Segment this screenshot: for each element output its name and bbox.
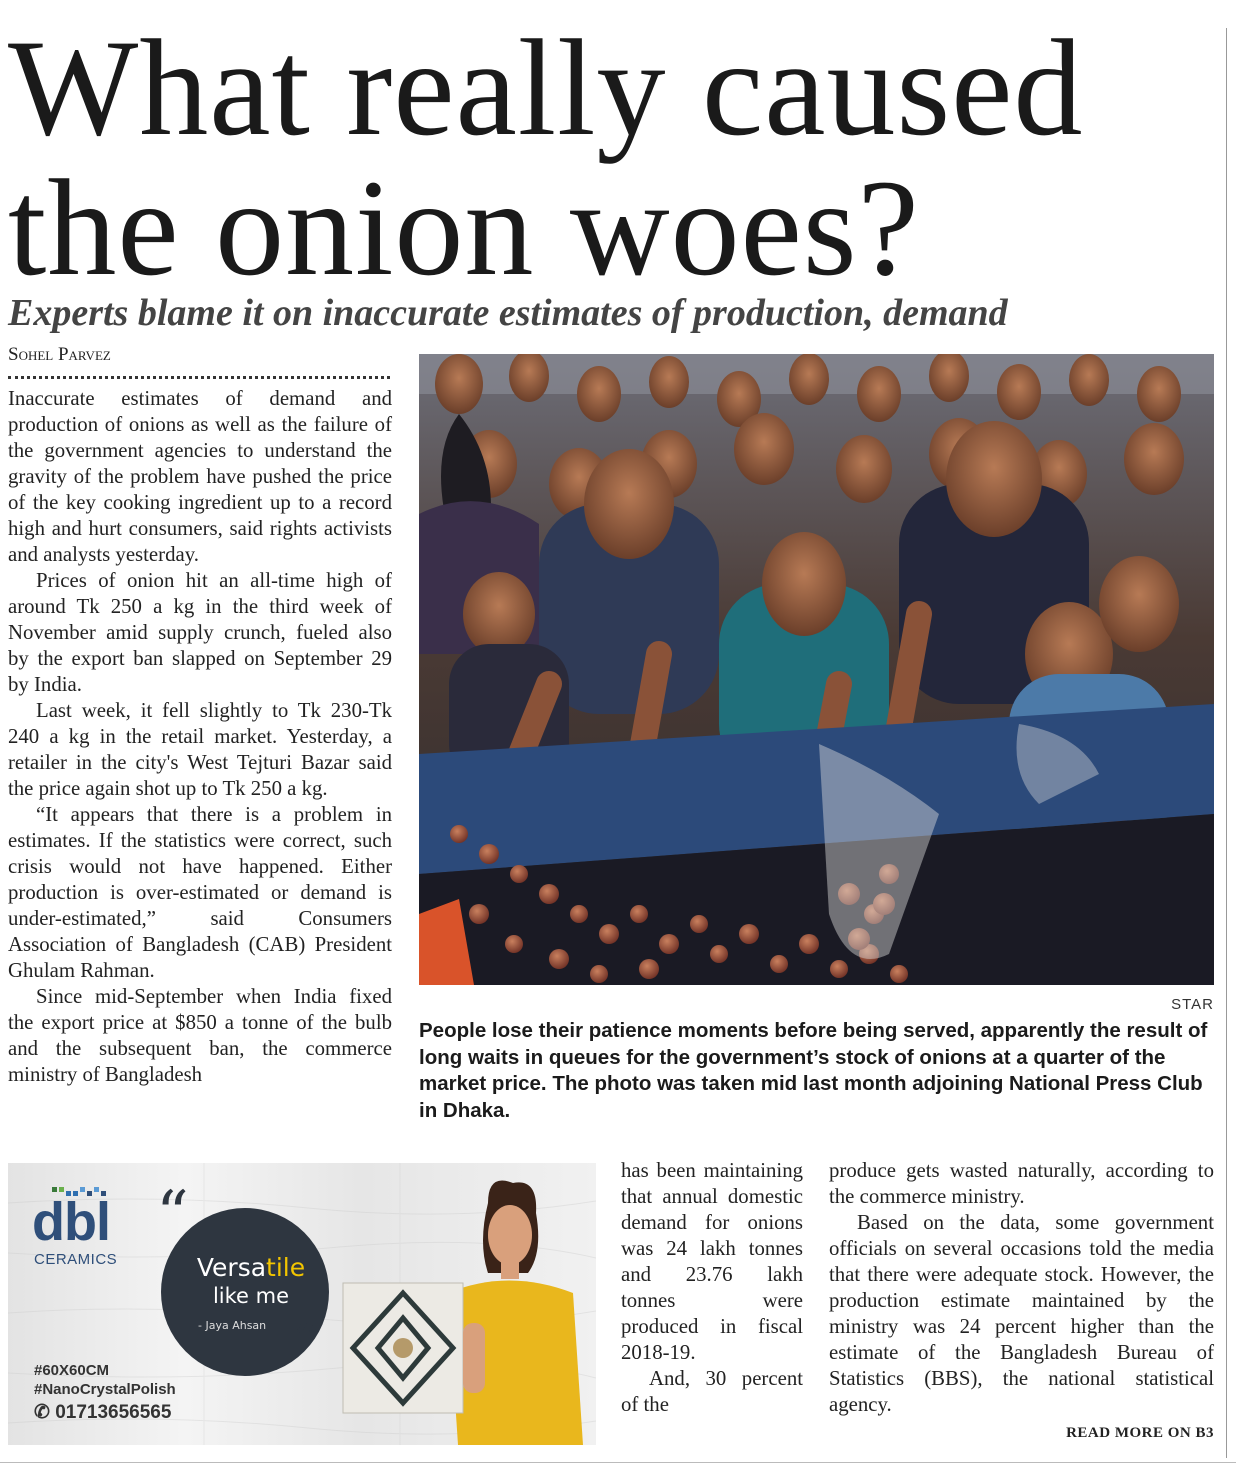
slogan-line-1	[171, 1253, 331, 1283]
column-rule	[1226, 28, 1227, 1458]
model-with-tile-illustration	[338, 1173, 588, 1445]
byline: Sohel Parvez	[8, 344, 111, 365]
ad-tag-size: #60X60CM	[34, 1362, 110, 1379]
subheadline: Experts blame it on inaccurate estimates of production, demand	[8, 292, 1008, 334]
byline-divider	[8, 376, 390, 379]
brand-logo: dbl	[32, 1192, 110, 1252]
close-quote-icon: ”	[292, 1306, 325, 1380]
phone-icon: ✆	[34, 1402, 50, 1423]
ad-phone-number: 01713656565	[55, 1402, 172, 1423]
ad-phone[interactable]	[34, 1401, 171, 1424]
paragraph: produce gets wasted naturally, according to the commerce ministry.	[829, 1159, 1214, 1208]
brand-subtitle: CERAMICS	[34, 1251, 118, 1268]
paragraph: Inaccurate estimates of demand and production of onions as well as the failure of the government agencies to understand the gravity of the problem have pushed the price of the key cooking ingredient up to a record high and hurt consumers, said rights activists and analysts yesterday.	[8, 387, 392, 566]
paragraph: And, 30 percent of the	[621, 1367, 803, 1416]
article-column-1	[8, 386, 392, 1088]
crowd-photo-illustration	[419, 354, 1214, 985]
paragraph: Last week, it fell slightly to Tk 230-Tk 240 a kg in the retail market. Yesterday, a retailer in the city's West Tejturi Bazar said the price again shot up to Tk 250 a kg.	[8, 699, 392, 800]
read-more-link[interactable]: READ MORE ON B3	[1066, 1425, 1214, 1441]
slogan-endorser: - Jaya Ahsan	[198, 1319, 267, 1332]
slogan-word-part-1: Versa	[196, 1253, 267, 1282]
slogan-line-2: like me	[212, 1284, 290, 1308]
slogan-word-part-2: tile	[266, 1253, 306, 1282]
news-photo	[419, 354, 1214, 985]
article-column-3	[829, 1158, 1214, 1418]
paragraph: Based on the data, some government officials on several occasions told the media that there were adequate stock. However, the production estimate maintained by the ministry was 24 percent higher than the estimate of the Bangladesh Bureau of Statistics (BBS), the national statistical agency.	[829, 1211, 1214, 1416]
headline	[8, 11, 1223, 304]
paragraph: Since mid-September when India fixed the export price at $850 a tonne of the bulb and the subsequent ban, the commerce ministry of Bangladesh	[8, 985, 392, 1086]
headline-line-2: the onion woes?	[8, 151, 920, 304]
paragraph: has been maintaining that annual domestic demand for onions was 24 lakh tonnes and 23.76 lakh tonnes were produced in fiscal 2018-19.	[621, 1159, 803, 1364]
article-column-2	[621, 1158, 803, 1418]
paragraph: “It appears that there is a problem in estimates. If the statistics were correct, such crisis would not have happened. Either production is over-estimated or demand is under-estimated,” said Consumers Association of Bangladesh (CAB) President Ghulam Rahman.	[8, 803, 392, 982]
open-quote-icon: “	[156, 1178, 189, 1252]
advertisement[interactable]	[8, 1163, 596, 1445]
page-bottom-rule	[0, 1462, 1236, 1463]
photo-credit: STAR	[1171, 996, 1214, 1013]
photo-caption: People lose their patience moments before being served, apparently the result of long waits in queues for the government’s stock of onions at a quarter of the market price. The photo was taken mid last month adjoining National Press Club in Dhaka.	[419, 1019, 1208, 1122]
headline-line-1: What really caused	[8, 11, 1084, 164]
paragraph: Prices of onion hit an all-time high of around Tk 250 a kg in the third week of November amid supply crunch, fueled also by the export ban slapped on September 29 by India.	[8, 569, 392, 696]
ad-tag-finish: #NanoCrystalPolish	[34, 1381, 176, 1398]
